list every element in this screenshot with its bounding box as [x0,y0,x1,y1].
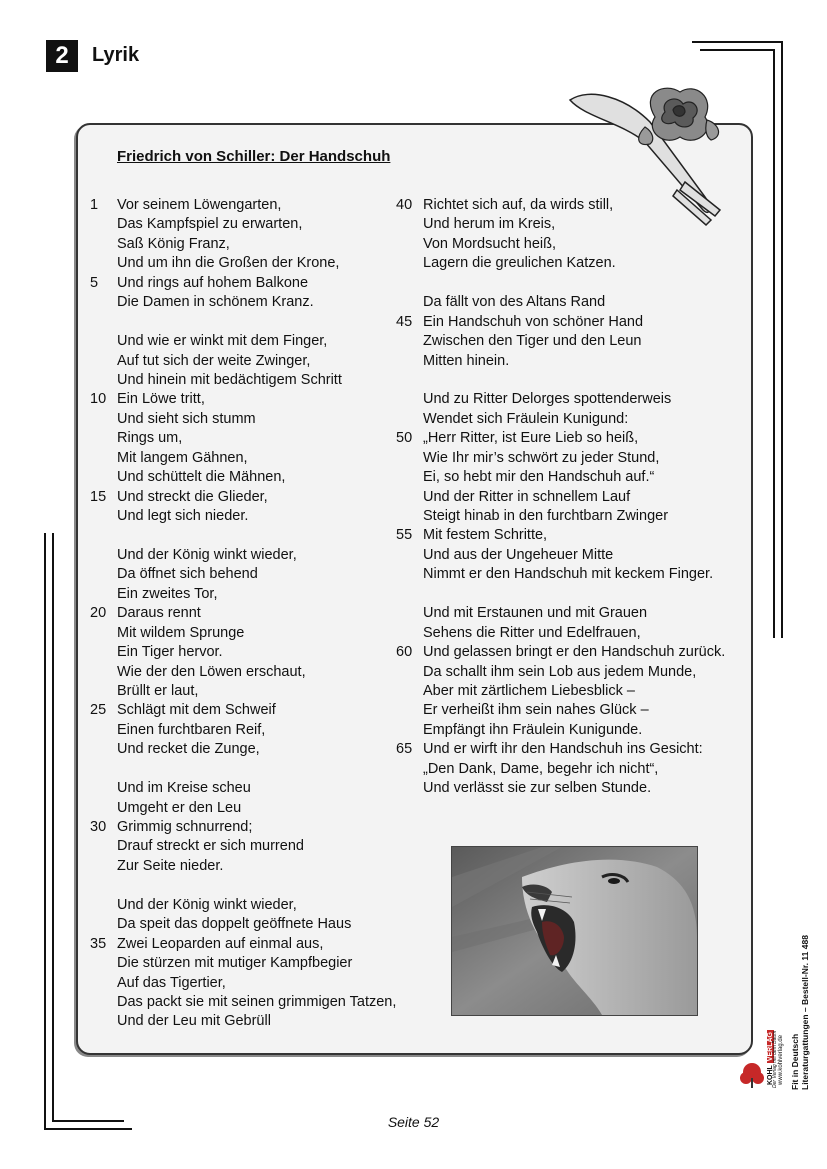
line-text: Einen furchtbaren Reif, [117,721,266,738]
line-number [396,410,423,429]
line-text: Steigt hinab in den furchtbarn Zwinger [423,508,669,524]
frame-line [44,533,46,1130]
line-text: Mit wildem Sprunge [117,624,245,641]
line-text: Daraus rennt [117,605,201,622]
line-text: Und der Leu mit Gebrüll [117,1013,271,1030]
publisher-url[interactable]: www.kohlverlag.de [778,1034,784,1085]
line-text: „Herr Ritter, ist Eure Lieb so heiß, [423,430,639,447]
line-text: Ein Tiger hervor. [117,644,223,661]
poem-line [396,313,725,332]
line-number [90,507,117,526]
poem-line [90,663,396,682]
poem-line [396,546,725,565]
line-number: 25 [90,702,107,719]
poem-line [396,390,725,409]
line-text: Ein zweites Tor, [117,585,218,602]
publisher-slogan: Der Verlag mit dem Baum [772,1030,778,1088]
poem-line [396,604,725,623]
chapter-title: Lyrik [92,44,140,66]
line-text: Nimmt er den Handschuh mit keckem Finger. [423,566,714,583]
frame-line [52,533,54,1122]
line-number: 5 [90,274,99,291]
poem-line [90,429,396,448]
line-number: 20 [90,605,107,622]
line-number [396,701,423,720]
line-number [90,215,117,234]
line-text: Und rings auf hohem Balkone [117,274,309,291]
line-number: 35 [90,935,107,952]
line-number: 60 [396,644,413,661]
line-text: Und aus der Ungeheuer Mitte [423,546,614,563]
line-text: „Den Dank, Dame, begehr ich nicht“, [423,760,659,777]
line-number [396,332,423,351]
poem-line [396,449,725,468]
line-text: Das packt sie mit seinen grimmigen Tatzen, [117,993,397,1010]
poem-line [90,896,396,915]
poem-line [396,468,725,487]
line-number [90,643,117,662]
poem-line [90,196,396,215]
poem-line [90,915,396,934]
line-text: Auf tut sich der weite Zwinger, [117,352,311,369]
line-number [396,760,423,779]
poem-line [90,352,396,371]
poem-line [396,235,725,254]
line-number [396,624,423,643]
poem-line [90,449,396,468]
line-number [90,876,117,895]
line-number [90,410,117,429]
line-text: Empfängt ihn Fräulein Kunigunde. [423,721,643,738]
line-number [90,799,117,818]
line-text: Grimmig schnurrend; [117,819,253,835]
line-text: Und herum im Kreis, [423,216,556,233]
line-text: Und gelassen bringt er den Handschuh zurück. [423,644,726,661]
poem-line [90,837,396,856]
line-text: Da schallt ihm sein Lob aus jedem Munde, [423,663,697,680]
line-text: Die stürzen mit mutiger Kampfbegier [117,955,353,972]
poem-line [396,701,725,720]
line-text: Und um ihn die Großen der Krone, [117,255,340,272]
line-number: 15 [90,488,107,505]
line-text: Und der König winkt wieder, [117,546,297,563]
line-number [396,449,423,468]
poem-line [90,235,396,254]
line-number [90,954,117,973]
line-text: Auf das Tigertier, [117,974,226,991]
poem-line [90,682,396,701]
line-number: 40 [396,197,413,213]
poem-line [396,760,725,779]
poem-line [90,254,396,273]
line-text: Er verheißt ihm sein nahes Glück – [423,702,649,719]
line-number [90,526,117,545]
poem-line [396,682,725,701]
line-number: 1 [90,197,99,213]
frame-line [781,41,783,638]
poem-line [90,604,396,623]
line-text: Drauf streckt er sich murrend [117,838,304,855]
poem-line [90,799,396,818]
line-number [396,604,423,623]
line-text: Von Mordsucht heiß, [423,235,556,252]
line-text: Und er wirft ihr den Handschuh ins Gesicht: [423,741,703,758]
publisher-name: KOHL [767,1065,774,1085]
line-number [90,235,117,254]
line-text: Die Damen in schönem Kranz. [117,294,314,311]
line-number [90,721,117,740]
line-number [90,565,117,584]
poem-line [90,876,396,895]
poem-line [90,740,396,759]
line-number [90,546,117,565]
poem-line [396,215,725,234]
line-number [396,371,423,390]
line-number [396,293,423,312]
poem-line [90,332,396,351]
line-number: 65 [396,741,413,758]
line-number: 10 [90,391,107,408]
line-text: Mit langem Gähnen, [117,449,248,466]
frame-line [773,49,775,638]
line-text: Ein Handschuh von schöner Hand [423,313,644,330]
poem-line [396,526,725,545]
line-text: Und recket die Zunge, [117,741,260,758]
line-text: Und verlässt sie zur selben Stunde. [423,780,652,797]
line-text: Saß König Franz, [117,235,230,252]
poem-line [90,507,396,526]
line-number: 50 [396,430,413,447]
line-number [90,254,117,273]
poem-line [90,954,396,973]
line-text: Und zu Ritter Delorges spottenderweis [423,391,672,408]
line-text: Und streckt die Glieder, [117,488,268,505]
poem-line [396,293,725,312]
line-number [396,779,423,798]
poem-line [90,643,396,662]
line-text: Da öffnet sich behend [117,566,258,583]
poem-line [90,410,396,429]
line-number [90,896,117,915]
poem-line [90,1012,396,1031]
line-number: 45 [396,313,413,330]
poem-line [90,779,396,798]
line-text: Da fällt von des Altans Rand [423,294,606,311]
line-number [90,624,117,643]
line-number [90,585,117,604]
line-number [90,915,117,934]
poem-line [90,565,396,584]
poem-line [90,818,396,837]
line-text: Das Kampfspiel zu erwarten, [117,216,303,233]
line-number [396,663,423,682]
line-text: Mit festem Schritte, [423,527,548,544]
sidebar-meta [790,935,810,1090]
poem-column-right [396,196,725,799]
poem-line [90,624,396,643]
poem-line [90,935,396,954]
poem-line [396,624,725,643]
line-number [396,215,423,234]
poem-line [396,410,725,429]
line-number [396,682,423,701]
poem-line [396,565,725,584]
line-number: 55 [396,527,413,544]
line-text: Aber mit zärtlichem Liebesblick – [423,682,635,699]
line-text: Wie Ihr mir’s schwört zu jeder Stund, [423,449,660,466]
line-number [396,565,423,584]
poem-line [396,488,725,507]
line-number [90,663,117,682]
poem-line [396,779,725,798]
line-text: Und der Ritter in schnellem Lauf [423,488,631,505]
sidebar-series: Fit in Deutsch [790,1033,800,1090]
line-number [396,390,423,409]
line-number [90,468,117,487]
line-number [396,254,423,273]
line-number [396,721,423,740]
line-text: Und sieht sich stumm [117,410,256,427]
poem-line [396,740,725,759]
poem-line [396,721,725,740]
poem-line [90,390,396,409]
sidebar-order-number: Literaturgattungen – Bestell-Nr. 11 488 [800,935,810,1090]
poem-line [90,993,396,1012]
line-number [90,760,117,779]
line-text: Und schüttelt die Mähnen, [117,469,286,486]
line-number [90,779,117,798]
line-text: Vor seinem Löwengarten, [117,197,282,213]
poem-line [90,468,396,487]
line-number [90,1012,117,1031]
line-number [90,993,117,1012]
line-number [90,857,117,876]
line-text: Zur Seite nieder. [117,857,224,874]
line-text: Rings um, [117,430,183,447]
line-text: Zwischen den Tiger und den Leun [423,333,642,350]
line-number [90,740,117,759]
line-number [90,293,117,312]
line-text: Wendet sich Fräulein Kunigund: [423,410,629,427]
poem-line [90,488,396,507]
line-number [90,449,117,468]
line-text: Brüllt er laut, [117,682,199,699]
poem-line [396,196,725,215]
line-number [90,682,117,701]
poem-line [396,352,725,371]
line-text: Und hinein mit bedächtigem Schritt [117,371,342,388]
poem-line [90,546,396,565]
poem-line [90,274,396,293]
poem-line [90,293,396,312]
line-text: Richtet sich auf, da wirds still, [423,197,614,213]
poem-line [396,507,725,526]
line-number [90,974,117,993]
poem-line [90,585,396,604]
poem-line [396,274,725,293]
line-text: Und wie er winkt mit dem Finger, [117,333,328,350]
line-text: Ei, so hebt mir den Handschuh auf.“ [423,469,655,486]
poem-line [90,760,396,779]
poem-line [90,526,396,545]
page-number: Seite 52 [387,1114,440,1130]
poem-line [90,857,396,876]
poem-line [90,721,396,740]
line-number [396,352,423,371]
line-number [396,488,423,507]
poem-line [396,663,725,682]
poem-line [396,332,725,351]
poem-title: Friedrich von Schiller: Der Handschuh [117,148,391,165]
poem-line [396,585,725,604]
line-number [396,235,423,254]
line-text: Zwei Leoparden auf einmal aus, [117,935,324,952]
poem-line [90,215,396,234]
line-number [90,371,117,390]
poem-line [90,313,396,332]
line-text: Und der König winkt wieder, [117,896,297,913]
poem-line [90,371,396,390]
line-text: Schlägt mit dem Schweif [117,702,276,719]
line-text: Sehens die Ritter und Edelfrauen, [423,624,641,641]
line-number [396,507,423,526]
line-number [90,313,117,332]
line-number [90,429,117,448]
line-text: Und mit Erstaunen und mit Grauen [423,605,648,622]
line-text: Umgeht er den Leu [117,799,242,816]
line-text: Und legt sich nieder. [117,508,249,524]
line-text: Lagern die greulichen Katzen. [423,255,616,272]
line-number: 30 [90,819,107,835]
line-number [396,468,423,487]
poem-column-left [90,196,396,1032]
line-number [396,585,423,604]
poem-line [396,371,725,390]
chapter-number-badge: 2 [46,40,78,72]
line-number [396,274,423,293]
line-text: Und im Kreise scheu [117,780,251,797]
line-text: Ein Löwe tritt, [117,391,205,408]
poem-line [90,974,396,993]
frame-line [700,49,774,51]
poem-line [396,429,725,448]
poem-line [396,643,725,662]
publisher-badge: VERLAG [767,1032,774,1062]
poem-line [90,701,396,720]
line-text: Wie der den Löwen erschaut, [117,663,306,680]
line-number [90,352,117,371]
line-number [396,546,423,565]
poem-line [396,254,725,273]
frame-line [692,41,782,43]
lion-photo [451,846,698,1016]
line-number [90,837,117,856]
line-text: Mitten hinein. [423,352,510,369]
line-number [90,332,117,351]
line-text: Da speit das doppelt geöffnete Haus [117,916,352,933]
